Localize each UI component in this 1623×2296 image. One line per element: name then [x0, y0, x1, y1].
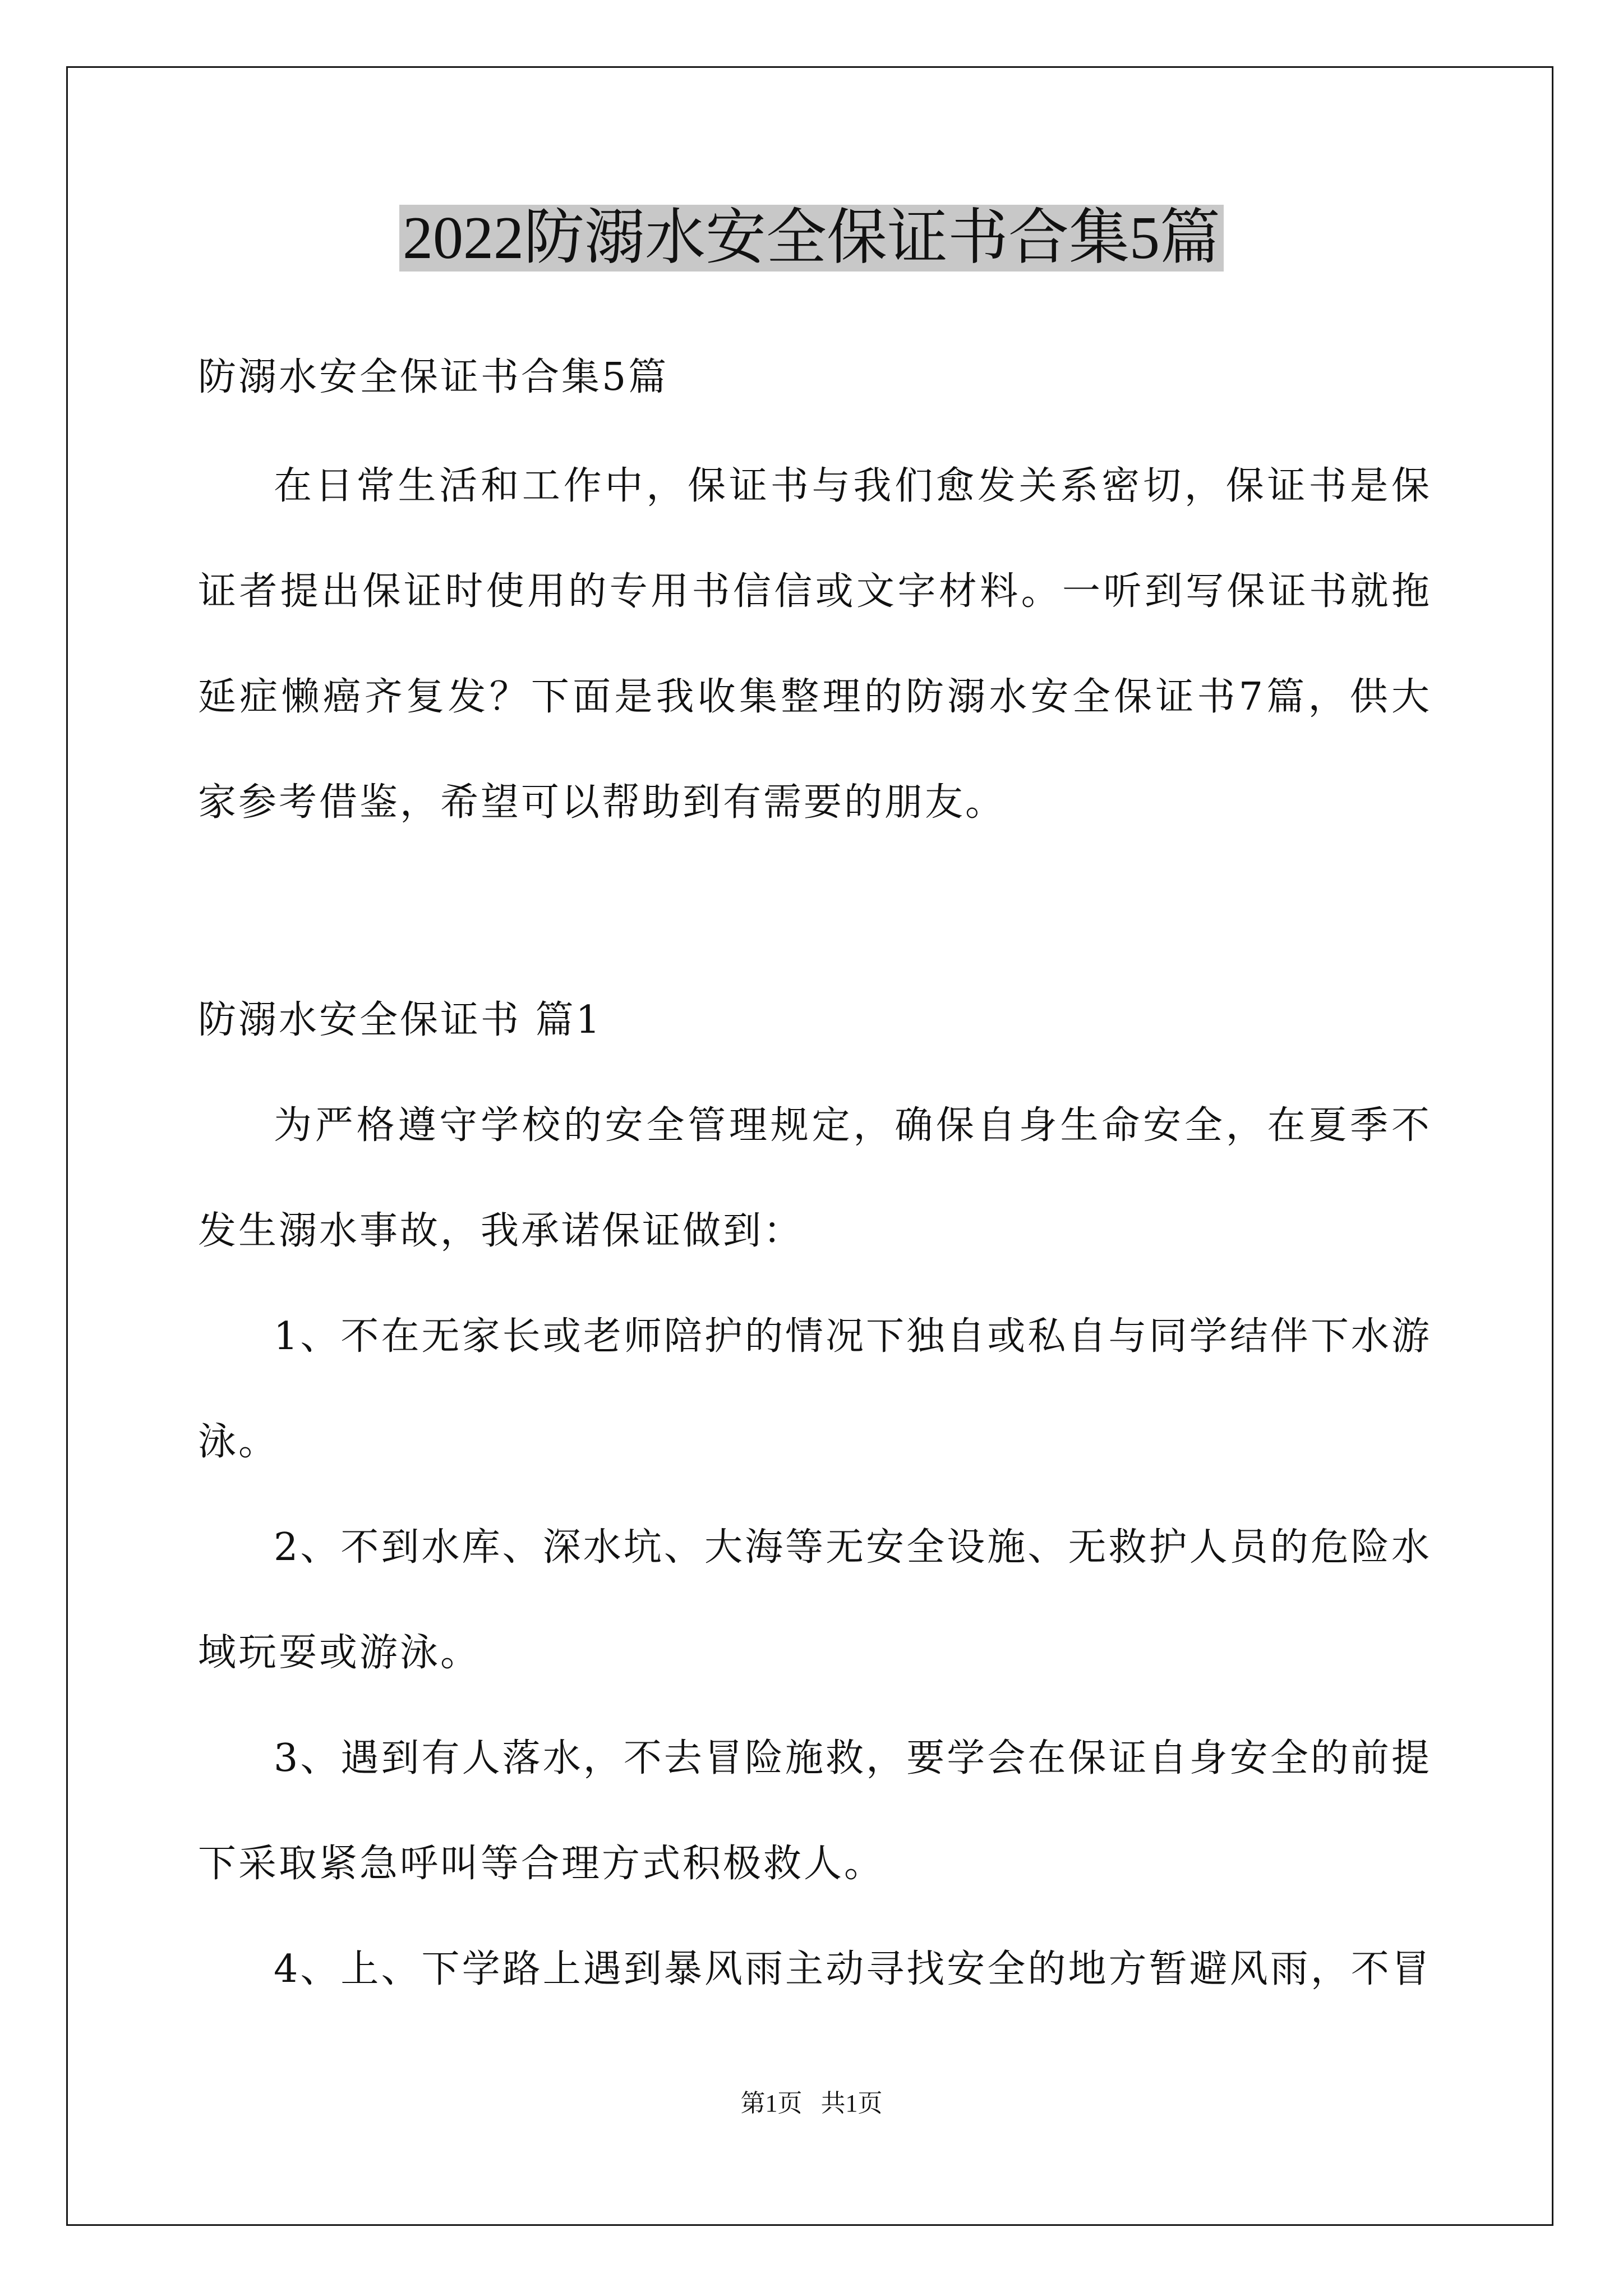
body-line-3: 1、不在无家长或老师陪护的情况下独自或私自与同学结伴下水游 — [274, 1314, 1432, 1359]
intro-line-3: 延症懒癌齐复发？下面是我收集整理的防溺水安全保证书7篇，供大 — [198, 675, 1432, 719]
body-line-2: 发生溺水事故，我承诺保证做到： — [198, 1209, 804, 1253]
document-title-text: 2022防溺水安全保证书合集5篇 — [399, 205, 1224, 272]
page-footer: 第1页 共1页 — [740, 2090, 883, 2117]
intro-line-1: 在日常生活和工作中，保证书与我们愈发关系密切，保证书是保 — [274, 464, 1432, 508]
body-line-4: 泳。 — [198, 1420, 279, 1464]
section-heading: 防溺水安全保证书 篇1 — [198, 998, 602, 1042]
document-subtitle: 防溺水安全保证书合集5篇 — [198, 355, 669, 399]
body-line-8: 下采取紧急呼叫等合理方式积极救人。 — [198, 1842, 885, 1886]
body-line-9: 4、上、下学路上遇到暴风雨主动寻找安全的地方暂避风雨，不冒 — [274, 1947, 1432, 1991]
intro-line-4: 家参考借鉴，希望可以帮助到有需要的朋友。 — [198, 780, 1006, 825]
intro-line-2: 证者提出保证时使用的专用书信信或文字材料。一听到写保证书就拖 — [198, 569, 1432, 614]
body-line-1: 为严格遵守学校的安全管理规定，确保自身生命安全，在夏季不 — [274, 1103, 1432, 1148]
body-line-5: 2、不到水库、深水坑、大海等无安全设施、无救护人员的危险水 — [274, 1525, 1432, 1570]
body-line-7: 3、遇到有人落水，不去冒险施救，要学会在保证自身安全的前提 — [274, 1736, 1432, 1780]
body-line-6: 域玩耍或游泳。 — [198, 1631, 481, 1675]
document-title — [0, 199, 1623, 278]
